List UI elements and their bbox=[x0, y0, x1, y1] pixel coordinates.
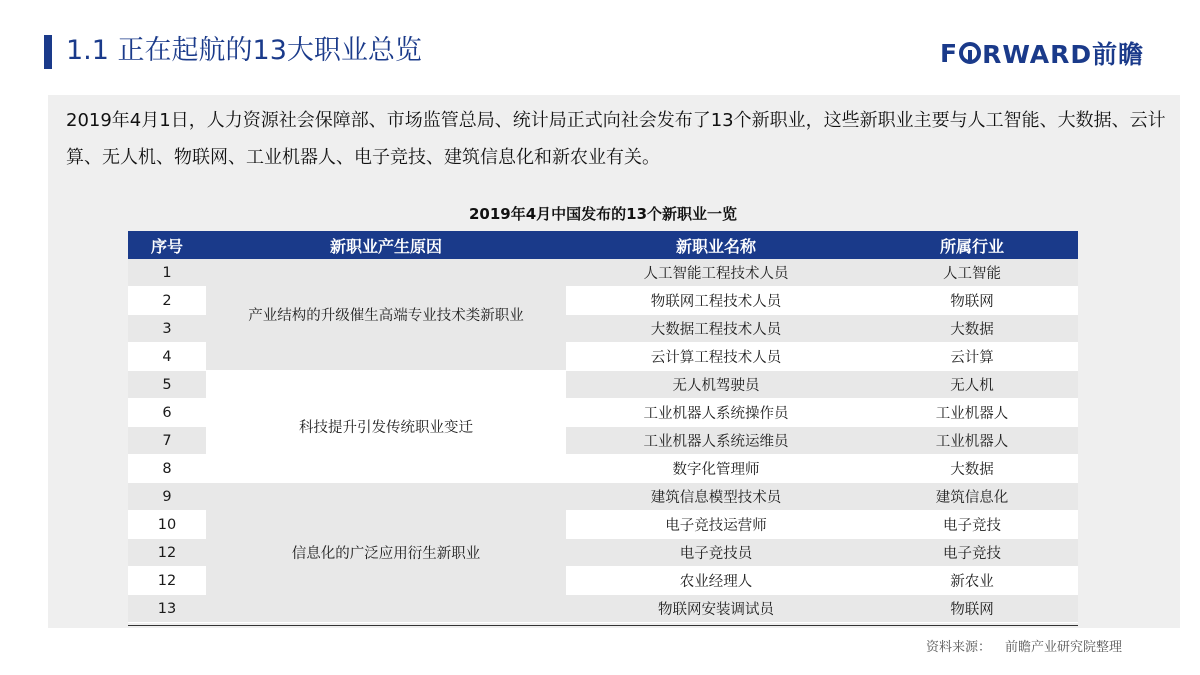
logo-o-mark-icon bbox=[959, 42, 981, 64]
header-name: 新职业名称 bbox=[566, 231, 866, 259]
cell-name: 电子竞技员 bbox=[566, 539, 866, 567]
title-accent-bar bbox=[44, 35, 52, 69]
cell-name: 大数据工程技术人员 bbox=[566, 315, 866, 343]
cell-name: 工业机器人系统操作员 bbox=[566, 399, 866, 427]
cell-industry: 新农业 bbox=[866, 567, 1078, 595]
cell-industry: 建筑信息化 bbox=[866, 483, 1078, 511]
cell-name: 建筑信息模型技术员 bbox=[566, 483, 866, 511]
cell-industry: 物联网 bbox=[866, 287, 1078, 315]
table-row bbox=[128, 483, 1078, 511]
table-row bbox=[128, 259, 1078, 287]
cell-no: 9 bbox=[128, 483, 206, 511]
cell-industry: 大数据 bbox=[866, 315, 1078, 343]
cell-no: 8 bbox=[128, 455, 206, 483]
cell-no: 7 bbox=[128, 427, 206, 455]
cell-no: 3 bbox=[128, 315, 206, 343]
header-reason: 新职业产生原因 bbox=[206, 231, 566, 259]
cell-industry: 工业机器人 bbox=[866, 399, 1078, 427]
cell-industry: 人工智能 bbox=[866, 259, 1078, 287]
cell-industry: 电子竞技 bbox=[866, 511, 1078, 539]
forward-logo bbox=[940, 36, 1144, 70]
cell-no: 12 bbox=[128, 539, 206, 567]
header-no: 序号 bbox=[128, 231, 206, 259]
cell-industry: 工业机器人 bbox=[866, 427, 1078, 455]
cell-name: 农业经理人 bbox=[566, 567, 866, 595]
table-caption: 2019年4月中国发布的13个新职业一览 bbox=[468, 205, 738, 223]
page-title: 1.1 正在起航的13大职业总览 bbox=[66, 35, 422, 66]
cell-industry: 物联网 bbox=[866, 595, 1078, 623]
table-bottom-rule bbox=[128, 625, 1078, 626]
new-jobs-table bbox=[128, 231, 1078, 623]
cell-no: 13 bbox=[128, 595, 206, 623]
cell-reason: 科技提升引发传统职业变迁 bbox=[206, 371, 566, 483]
cell-no: 6 bbox=[128, 399, 206, 427]
source-note bbox=[926, 636, 1122, 655]
cell-no: 10 bbox=[128, 511, 206, 539]
cell-industry: 大数据 bbox=[866, 455, 1078, 483]
intro-paragraph: 2019年4月1日，人力资源社会保障部、市场监管总局、统计局正式向社会发布了13个新职业，这些新职业主要与人工智能、大数据、云计算、无人机、物联网、工业机器人、电子竞技、建筑信息化和新农业有关。 bbox=[66, 110, 1166, 168]
table-header-row bbox=[128, 231, 1078, 259]
cell-industry: 电子竞技 bbox=[866, 539, 1078, 567]
cell-no: 12 bbox=[128, 567, 206, 595]
logo-text: RWARD前瞻 bbox=[982, 40, 1145, 69]
cell-name: 物联网工程技术人员 bbox=[566, 287, 866, 315]
cell-name: 人工智能工程技术人员 bbox=[566, 259, 866, 287]
cell-no: 1 bbox=[128, 259, 206, 287]
cell-no: 5 bbox=[128, 371, 206, 399]
cell-reason: 产业结构的升级催生高端专业技术类新职业 bbox=[206, 259, 566, 371]
source-text: 前瞻产业研究院整理 bbox=[1005, 640, 1123, 655]
header-industry: 所属行业 bbox=[866, 231, 1078, 259]
logo-letter-f: F bbox=[940, 38, 959, 68]
cell-name: 数字化管理师 bbox=[566, 455, 866, 483]
cell-no: 2 bbox=[128, 287, 206, 315]
cell-name: 工业机器人系统运维员 bbox=[566, 427, 866, 455]
cell-industry: 云计算 bbox=[866, 343, 1078, 371]
cell-name: 云计算工程技术人员 bbox=[566, 343, 866, 371]
source-label: 资料来源： bbox=[926, 640, 992, 655]
cell-industry: 无人机 bbox=[866, 371, 1078, 399]
cell-name: 电子竞技运营师 bbox=[566, 511, 866, 539]
cell-name: 无人机驾驶员 bbox=[566, 371, 866, 399]
cell-name: 物联网安装调试员 bbox=[566, 595, 866, 623]
cell-no: 4 bbox=[128, 343, 206, 371]
table-row bbox=[128, 371, 1078, 399]
cell-reason: 信息化的广泛应用衍生新职业 bbox=[206, 483, 566, 623]
